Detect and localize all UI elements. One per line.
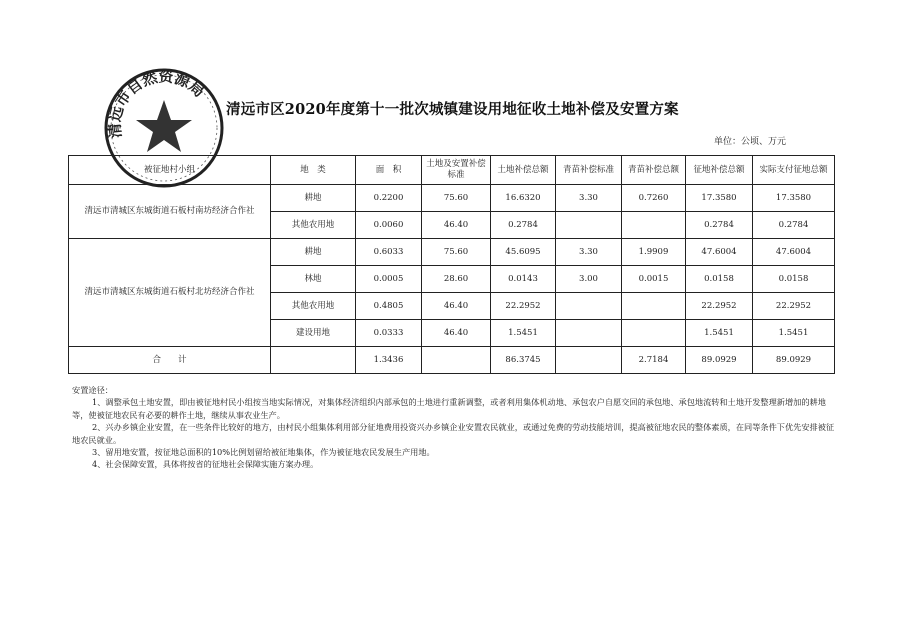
compensation-table — [68, 155, 835, 374]
crop-std-cell — [556, 293, 622, 320]
village-cell: 清远市清城区东城街道石板村南坊经济合作社 — [69, 185, 271, 239]
land-std-cell: 75.60 — [422, 239, 491, 266]
comp-total-cell: 17.3580 — [686, 185, 753, 212]
paid-total-cell: 22.2952 — [753, 293, 835, 320]
paid-total-cell: 0.0158 — [753, 266, 835, 293]
note-item: 4、社会保障安置，具体将按省的征地社会保障实施方案办理。 — [92, 459, 319, 470]
comp-total-cell: 0.0158 — [686, 266, 753, 293]
header-area: 面 积 — [356, 156, 422, 185]
unit-label: 单位：公顷、万元 — [714, 137, 787, 147]
area-cell: 0.0333 — [356, 320, 422, 347]
land-std-cell: 75.60 — [422, 185, 491, 212]
land-type-cell: 林地 — [271, 266, 356, 293]
table-header-row — [69, 156, 835, 185]
land-std-cell: 46.40 — [422, 212, 491, 239]
land-std-cell — [422, 347, 491, 374]
land-type-cell: 耕地 — [271, 239, 356, 266]
land-type-cell — [271, 347, 356, 374]
paid-total-cell: 17.3580 — [753, 185, 835, 212]
paid-total-cell: 47.6004 — [753, 239, 835, 266]
land-total-cell: 0.0143 — [491, 266, 556, 293]
comp-total-cell: 0.2784 — [686, 212, 753, 239]
header-crop-std: 青苗补偿标准 — [556, 156, 622, 185]
crop-std-cell: 3.30 — [556, 239, 622, 266]
land-std-cell: 28.60 — [422, 266, 491, 293]
paid-total-cell: 0.2784 — [753, 212, 835, 239]
area-cell: 0.0005 — [356, 266, 422, 293]
crop-std-cell — [556, 347, 622, 374]
crop-std-cell: 3.00 — [556, 266, 622, 293]
svg-text:清远市自然资源局: 清远市自然资源局 — [105, 67, 209, 140]
land-std-cell: 46.40 — [422, 320, 491, 347]
paid-total-cell: 1.5451 — [753, 320, 835, 347]
area-cell: 0.0060 — [356, 212, 422, 239]
header-land-type: 地 类 — [271, 156, 356, 185]
total-label: 合 计 — [69, 347, 271, 374]
header-crop-total: 青苗补偿总额 — [622, 156, 686, 185]
comp-total-cell: 22.2952 — [686, 293, 753, 320]
land-type-cell: 其他农用地 — [271, 212, 356, 239]
table-row — [69, 239, 835, 266]
land-total-cell: 16.6320 — [491, 185, 556, 212]
note-item: 3、留用地安置，按征地总面积的10%比例划留给被征地集体，作为被征地农民发展生产用地。 — [92, 447, 435, 458]
header-land-total: 土地补偿总额 — [491, 156, 556, 185]
crop-total-cell: 1.9909 — [622, 239, 686, 266]
comp-total-cell: 47.6004 — [686, 239, 753, 266]
crop-total-cell: 2.7184 — [622, 347, 686, 374]
crop-std-cell: 3.30 — [556, 185, 622, 212]
area-cell: 0.6033 — [356, 239, 422, 266]
header-land-std: 土地及安置补偿标准 — [422, 156, 491, 185]
land-total-cell: 22.2952 — [491, 293, 556, 320]
note-item: 2、兴办乡镇企业安置，在一些条件比较好的地方，由村民小组集体利用部分征地费用投资兴办乡镇企业安置农民就业，或通过免费的劳动技能培训，提高被征地农民的整体素质，在同等条件下优先安排被征地农民就业。 — [72, 422, 835, 445]
land-type-cell: 其他农用地 — [271, 293, 356, 320]
table-row — [69, 185, 835, 212]
crop-total-cell — [622, 212, 686, 239]
area-cell: 1.3436 — [356, 347, 422, 374]
note-item: 1、调整承包土地安置，即由被征地村民小组按当地实际情况，对集体经济组织内部承包的土地进行重新调整，或者利用集体机动地、承包农户自愿交回的承包地、承包地流转和土地开发整理新增加的耕地等，使被征地农民有必要的耕作土地，继续从事农业生产。 — [72, 397, 826, 420]
star-icon — [136, 100, 192, 152]
area-cell: 0.4805 — [356, 293, 422, 320]
land-type-cell: 建设用地 — [271, 320, 356, 347]
crop-std-cell — [556, 212, 622, 239]
land-total-cell: 45.6095 — [491, 239, 556, 266]
crop-total-cell: 0.7260 — [622, 185, 686, 212]
comp-total-cell: 89.0929 — [686, 347, 753, 374]
resettlement-notes — [72, 384, 842, 471]
village-cell: 清远市清城区东城街道石板村北坊经济合作社 — [69, 239, 271, 347]
total-row — [69, 347, 835, 374]
area-cell: 0.2200 — [356, 185, 422, 212]
land-total-cell: 0.2784 — [491, 212, 556, 239]
land-total-cell: 86.3745 — [491, 347, 556, 374]
crop-std-cell — [556, 320, 622, 347]
comp-total-cell: 1.5451 — [686, 320, 753, 347]
crop-total-cell — [622, 293, 686, 320]
notes-heading: 安置途径： — [72, 385, 113, 395]
crop-total-cell — [622, 320, 686, 347]
header-village: 被征地村小组 — [69, 156, 271, 185]
land-std-cell: 46.40 — [422, 293, 491, 320]
land-total-cell: 1.5451 — [491, 320, 556, 347]
header-paid-total: 实际支付征地总额 — [753, 156, 835, 185]
crop-total-cell: 0.0015 — [622, 266, 686, 293]
land-type-cell: 耕地 — [271, 185, 356, 212]
document-title: 清远市区2020年度第十一批次城镇建设用地征收土地补偿及安置方案 — [226, 101, 679, 118]
header-comp-total: 征地补偿总额 — [686, 156, 753, 185]
paid-total-cell: 89.0929 — [753, 347, 835, 374]
